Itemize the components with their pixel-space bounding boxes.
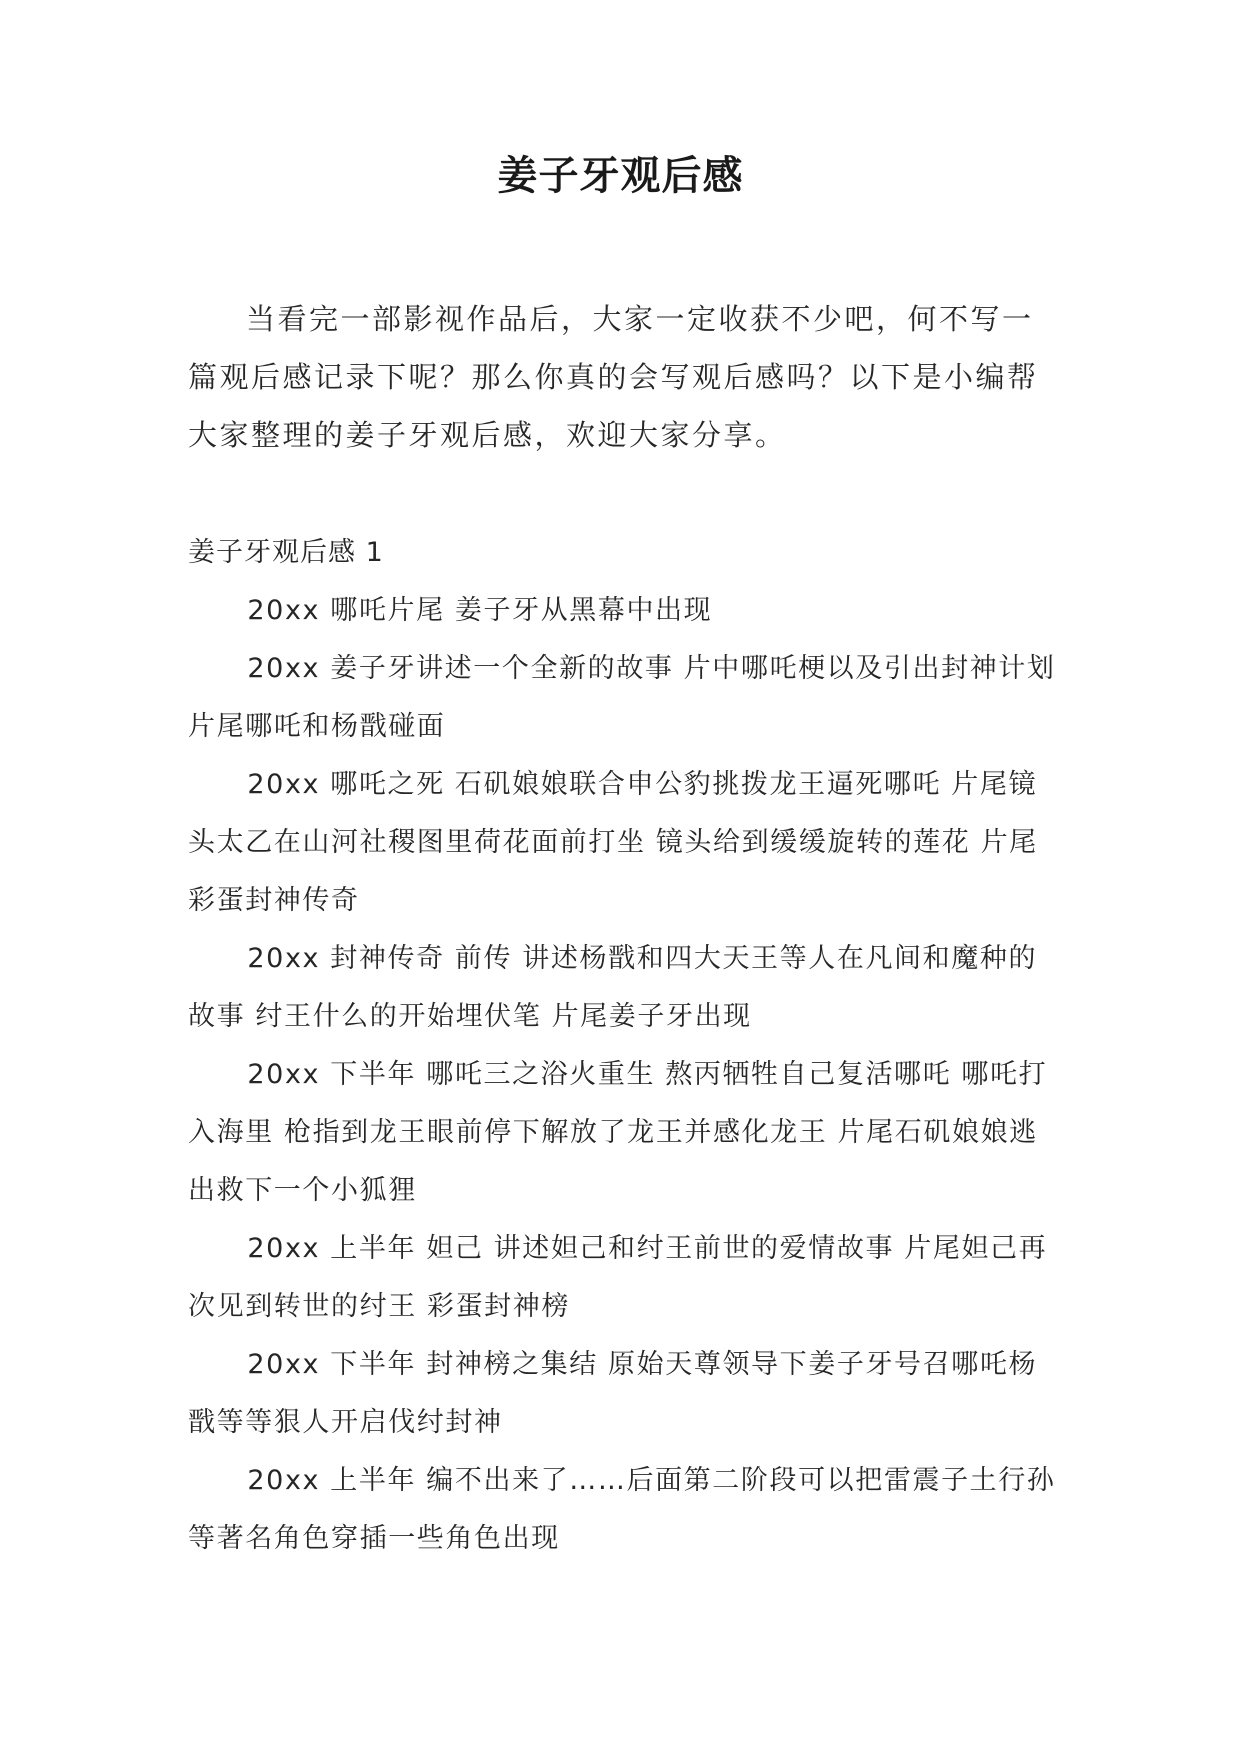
intro-paragraph: 当看完一部影视作品后，大家一定收获不少吧，何不写一篇观后感记录下呢？那么你真的会写观后感吗？以下是小编帮大家整理的姜子牙观后感，欢迎大家分享。 (188, 302, 1039, 452)
document-body (188, 290, 1058, 1568)
body-paragraph: 20xx 上半年 编不出来了……后面第二阶段可以把雷震子土行孙等著名角色穿插一些角色出现 (188, 1465, 1056, 1554)
body-paragraph: 20xx 封神传奇 前传 讲述杨戬和四大天王等人在凡间和魔种的故事 纣王什么的开始埋伏笔 片尾姜子牙出现 (188, 943, 1038, 1032)
body-paragraph: 20xx 姜子牙讲述一个全新的故事 片中哪吒梗以及引出封神计划 片尾哪吒和杨戬碰面 (188, 653, 1056, 742)
body-paragraph: 20xx 哪吒片尾 姜子牙从黑幕中出现 (247, 595, 713, 626)
body-paragraph: 20xx 下半年 封神榜之集结 原始天尊领导下姜子牙号召哪吒杨戬等等狠人开启伐纣封神 (188, 1349, 1038, 1438)
body-paragraph: 20xx 上半年 妲己 讲述妲己和纣王前世的爱情故事 片尾妲己再次见到转世的纣王 彩蛋封神榜 (188, 1233, 1048, 1322)
body-paragraph: 20xx 哪吒之死 石矶娘娘联合申公豹挑拨龙王逼死哪吒 片尾镜头太乙在山河社稷图里荷花面前打坐 镜头给到缓缓旋转的莲花 片尾彩蛋封神传奇 (188, 769, 1038, 916)
section-heading: 姜子牙观后感 1 (188, 537, 384, 568)
body-paragraph: 20xx 下半年 哪吒三之浴火重生 熬丙牺牲自己复活哪吒 哪吒打入海里 枪指到龙王眼前停下解放了龙王并感化龙王 片尾石矶娘娘逃出救下一个小狐狸 (188, 1059, 1048, 1206)
document-title: 姜子牙观后感 (497, 152, 744, 199)
